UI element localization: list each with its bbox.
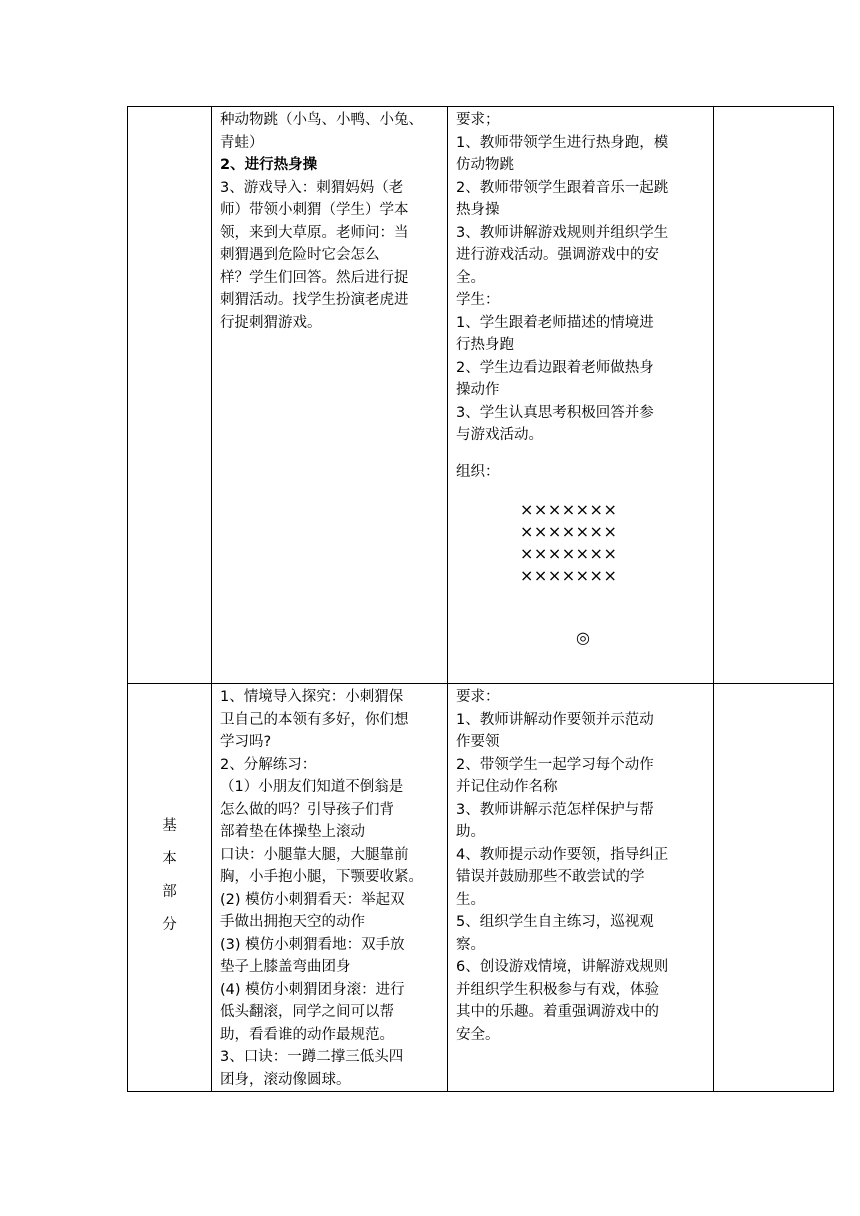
text-line: 手做出拥抱天空的动作: [220, 914, 365, 930]
text-line: 2、带领学生一起学习每个动作: [456, 756, 654, 773]
text-line: 作要领: [456, 734, 500, 750]
text-line: 3、教师讲解示范怎样保护与帮: [456, 801, 654, 818]
remarks-cell: [714, 107, 834, 684]
text-line: 样？学生们回答。然后进行捉: [220, 269, 409, 286]
text-line: 种动物跳（小鸟、小鸭、小兔、: [220, 112, 423, 128]
text-line: 卫自己的本领有多好，你们想: [220, 711, 409, 728]
table-row: [128, 107, 834, 684]
teacher-position-symbol: ◎: [576, 628, 590, 647]
text-line: 全。: [456, 269, 485, 286]
text-line: 2、分解练习：: [220, 756, 317, 773]
text-line: 安全。: [456, 1026, 500, 1043]
text-line: 团身，滚动像圆球。: [220, 1071, 351, 1088]
text-line: 6、创设游戏情境，讲解游戏规则: [456, 959, 669, 975]
method-cell: [448, 684, 714, 1092]
formation-row: ×××××××: [520, 566, 618, 585]
organization-label: 组织：: [456, 463, 500, 480]
text-line: 1、情境导入探究：小刺猬保: [220, 689, 404, 705]
method-text: [456, 109, 707, 447]
text-line: 3、学生认真思考积极回答并参: [456, 404, 654, 421]
text-line: 并记住动作名称: [456, 779, 558, 795]
formation-row: ×××××××: [520, 522, 618, 541]
text-line: 进行游戏活动。强调游戏中的安: [456, 247, 659, 263]
text-line: 要求：: [456, 689, 500, 705]
section-label-cell: [128, 684, 212, 1092]
student-formation-diagram: [456, 499, 707, 587]
section-label-cell: [128, 107, 212, 684]
text-line: 3、教师讲解游戏规则并组织学生: [456, 224, 669, 241]
text-line: (4) 模仿小刺猬团身滚：进行: [220, 981, 405, 998]
text-line: 口诀：小腿靠大腿，大腿靠前: [220, 846, 409, 863]
teaching-method: [448, 684, 713, 1046]
text-line: 刺猬活动。找学生扮演老虎进: [220, 292, 409, 308]
text-line: 错误并鼓励那些不敢尝试的学: [456, 869, 645, 885]
text-line: 仿动物跳: [456, 157, 514, 173]
text-line: 刺猬遇到危险时它会怎么: [220, 247, 380, 263]
text-line: (2) 模仿小刺猬看天：举起双: [220, 891, 405, 908]
section-label-char: 基: [162, 818, 177, 834]
text-line: 生。: [456, 891, 485, 908]
teaching-content: [212, 107, 447, 334]
formation-row: ×××××××: [520, 500, 618, 519]
text-line: 助。: [456, 824, 485, 840]
text-line: （1）小朋友们知道不倒翁是: [220, 779, 404, 795]
text-line: 3、口诀：一蹲二撑三低头四: [220, 1049, 404, 1065]
text-line: 1、学生跟着老师描述的情境进: [456, 314, 654, 331]
text-line: 胸，小手抱小腿，下颚要收紧。: [220, 869, 423, 885]
section-label-char: 本: [162, 851, 177, 867]
text-line: 行热身跑: [456, 337, 514, 353]
text-line: 与游戏活动。: [456, 427, 543, 443]
text-line: 2、进行热身操: [220, 157, 318, 173]
method-cell: [448, 107, 714, 684]
text-line: 3、游戏导入：刺猬妈妈（老: [220, 179, 404, 196]
text-line: 察。: [456, 936, 485, 953]
text-line: 学生：: [456, 292, 500, 308]
text-line: 4、教师提示动作要领，指导纠正: [456, 846, 669, 863]
text-line: 2、教师带领学生跟着音乐一起跳: [456, 179, 669, 196]
formation-row: ×××××××: [520, 544, 618, 563]
text-line: 并组织学生积极参与有戏，体验: [456, 981, 659, 998]
teaching-content: [212, 684, 447, 1091]
text-line: 行捉刺猬游戏。: [220, 314, 322, 331]
section-label-char: 部: [162, 884, 177, 900]
text-line: 师）带领小刺猬（学生）学本: [220, 202, 409, 218]
text-line: 怎么做的吗？引导孩子们背: [220, 801, 394, 818]
remarks-cell: [714, 684, 834, 1092]
text-line: 要求；: [456, 112, 500, 128]
text-line: 青蛙）: [220, 134, 264, 151]
text-line: 操动作: [456, 382, 500, 398]
lesson-plan-table: [127, 106, 834, 1092]
text-line: 学习吗?: [220, 734, 272, 750]
teaching-method: [448, 107, 713, 650]
text-line: 低头翻滚，同学之间可以帮: [220, 1004, 394, 1020]
text-line: 垫子上膝盖弯曲团身: [220, 959, 351, 975]
text-line: 其中的乐趣。着重强调游戏中的: [456, 1004, 659, 1020]
text-line: 部着垫在体操垫上滚动: [220, 824, 365, 840]
content-cell: [212, 107, 448, 684]
section-label: [128, 684, 211, 946]
text-line: (3) 模仿小刺猬看地：双手放: [220, 936, 405, 953]
text-line: 助，看看谁的动作最规范。: [220, 1026, 394, 1043]
content-cell: [212, 684, 448, 1092]
text-line: 1、教师带领学生进行热身跑，模: [456, 134, 669, 151]
section-label-char: 分: [162, 917, 177, 933]
table-row: [128, 684, 834, 1092]
text-line: 5、组织学生自主练习，巡视观: [456, 914, 654, 930]
text-line: 2、学生边看边跟着老师做热身: [456, 359, 654, 376]
text-line: 热身操: [456, 202, 500, 218]
text-line: 领，来到大草原。老师问：当: [220, 224, 409, 241]
text-line: 1、教师讲解动作要领并示范动: [456, 711, 654, 728]
